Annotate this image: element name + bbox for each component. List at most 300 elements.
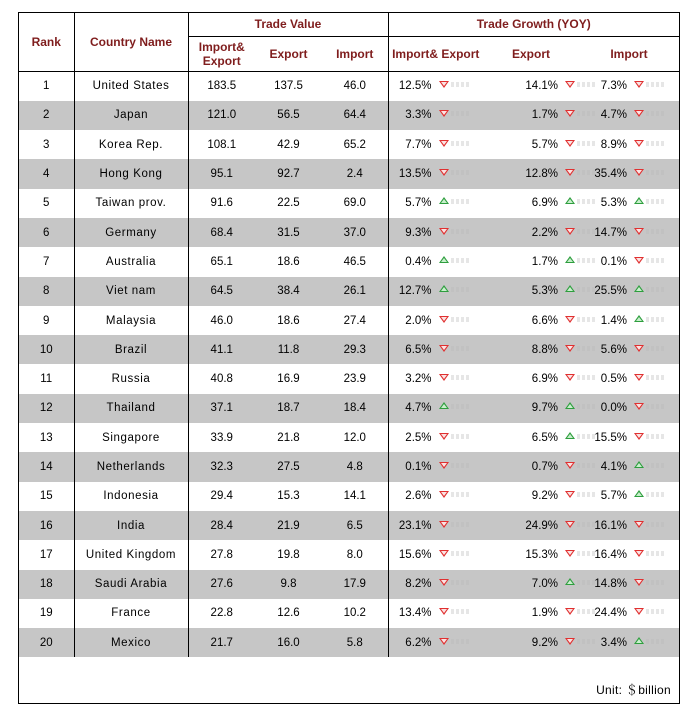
trend-indicator [565, 227, 601, 237]
trend-indicator [634, 490, 670, 500]
import-export-value-cell: 91.6 [188, 189, 255, 218]
growth-import-export-cell [388, 423, 483, 452]
indicator-dots-icon [451, 317, 469, 322]
triangle-down-icon [634, 374, 644, 381]
growth-value: 14.7% [594, 226, 628, 239]
indicator-dots-icon [577, 82, 595, 87]
growth-export-cell [483, 189, 579, 218]
indicator-dots-icon [451, 551, 469, 556]
growth-export-cell [483, 159, 579, 188]
table-row [19, 599, 679, 628]
indicator-dots-icon [577, 111, 595, 116]
trend-indicator [565, 315, 601, 325]
trend-indicator [439, 227, 475, 237]
indicator-dots-icon [451, 580, 469, 585]
export-value-cell: 18.7 [255, 394, 322, 423]
import-export-value-cell: 33.9 [188, 423, 255, 452]
growth-value: 12.8% [525, 168, 559, 181]
export-value-cell: 22.5 [255, 189, 322, 218]
indicator-dots-icon [646, 639, 664, 644]
trend-indicator [565, 402, 601, 412]
triangle-down-icon [634, 81, 644, 88]
import-export-value-cell: 46.0 [188, 306, 255, 335]
trend-indicator [634, 344, 670, 354]
growth-import-export-cell [388, 71, 483, 101]
rank-cell: 2 [19, 101, 74, 130]
growth-import-export-cell [388, 452, 483, 481]
trend-indicator [565, 637, 601, 647]
triangle-down-icon [439, 550, 449, 557]
growth-value: 15.3% [525, 548, 559, 561]
triangle-down-icon [634, 257, 644, 264]
trend-indicator [439, 168, 475, 178]
indicator-dots-icon [646, 522, 664, 527]
import-value-cell: 69.0 [322, 189, 388, 218]
import-value-cell: 46.0 [322, 71, 388, 101]
growth-value: 0.1% [600, 255, 628, 268]
growth-value: 0.1% [405, 461, 432, 473]
import-value-cell: 17.9 [322, 570, 388, 599]
trend-indicator [439, 344, 475, 354]
rank-cell: 8 [19, 277, 74, 306]
indicator-dots-icon [577, 551, 595, 556]
indicator-dots-icon [451, 229, 469, 234]
indicator-dots-icon [451, 463, 469, 468]
rank-cell: 4 [19, 159, 74, 188]
indicator-dots-icon [451, 199, 469, 204]
growth-value: 1.7% [531, 255, 559, 268]
table-row [19, 71, 679, 101]
indicator-dots-icon [577, 317, 595, 322]
growth-value: 0.7% [531, 461, 559, 473]
indicator-dots-icon [451, 170, 469, 175]
country-cell: Korea Rep. [74, 130, 188, 159]
growth-value: 7.0% [531, 578, 559, 591]
trend-indicator [565, 432, 601, 442]
triangle-up-icon [565, 197, 575, 204]
triangle-down-icon [439, 169, 449, 176]
indicator-dots-icon [577, 141, 595, 146]
trend-indicator [565, 197, 601, 207]
growth-value: 8.8% [531, 343, 559, 356]
triangle-down-icon [565, 81, 575, 88]
indicator-dots-icon [577, 580, 595, 585]
indicator-dots-icon [646, 258, 664, 263]
growth-value: 6.2% [405, 636, 432, 649]
table-row [19, 394, 679, 423]
import-value-cell: 2.4 [322, 159, 388, 188]
trend-indicator [439, 285, 475, 295]
country-cell: Australia [74, 247, 188, 276]
header-trade-growth: Trade Growth (YOY) [388, 13, 679, 36]
triangle-up-icon [634, 637, 644, 644]
growth-import-export-cell [388, 306, 483, 335]
export-value-cell: 42.9 [255, 130, 322, 159]
country-cell: Taiwan prov. [74, 189, 188, 218]
country-cell: Netherlands [74, 452, 188, 481]
import-export-value-cell: 29.4 [188, 482, 255, 511]
import-export-value-cell: 108.1 [188, 130, 255, 159]
triangle-down-icon [565, 140, 575, 147]
growth-value: 24.4% [594, 607, 628, 620]
trend-indicator [634, 432, 670, 442]
indicator-dots-icon [577, 199, 595, 204]
trend-indicator [634, 168, 670, 178]
trend-indicator [634, 373, 670, 383]
triangle-down-icon [439, 110, 449, 117]
growth-value: 9.2% [531, 490, 559, 503]
export-value-cell: 11.8 [255, 335, 322, 364]
indicator-dots-icon [451, 522, 469, 527]
growth-value: 6.5% [405, 343, 432, 356]
import-export-value-cell: 27.6 [188, 570, 255, 599]
rank-cell: 20 [19, 628, 74, 657]
growth-value: 12.5% [398, 80, 432, 93]
rank-cell: 6 [19, 218, 74, 247]
indicator-dots-icon [451, 639, 469, 644]
indicator-dots-icon [577, 287, 595, 292]
growth-export-cell [483, 101, 579, 130]
import-value-cell: 46.5 [322, 247, 388, 276]
export-value-cell: 56.5 [255, 101, 322, 130]
export-value-cell: 19.8 [255, 540, 322, 569]
triangle-down-icon [565, 491, 575, 498]
triangle-up-icon [634, 197, 644, 204]
country-cell: Mexico [74, 628, 188, 657]
trend-indicator [565, 344, 601, 354]
triangle-down-icon [439, 462, 449, 469]
growth-value: 7.3% [600, 80, 628, 93]
growth-value: 35.4% [594, 168, 628, 181]
growth-export-cell [483, 423, 579, 452]
export-value-cell: 137.5 [255, 71, 322, 101]
trend-indicator [439, 549, 475, 559]
indicator-dots-icon [646, 434, 664, 439]
table-row [19, 364, 679, 393]
indicator-dots-icon [646, 346, 664, 351]
triangle-down-icon [634, 579, 644, 586]
import-export-value-cell: 95.1 [188, 159, 255, 188]
growth-import-export-cell [388, 247, 483, 276]
growth-value: 5.3% [531, 285, 559, 298]
trend-indicator [565, 549, 601, 559]
trend-indicator [565, 520, 601, 530]
trend-indicator [634, 285, 670, 295]
import-value-cell: 5.8 [322, 628, 388, 657]
import-value-cell: 26.1 [322, 277, 388, 306]
triangle-down-icon [634, 403, 644, 410]
growth-value: 15.5% [594, 431, 628, 444]
indicator-dots-icon [451, 609, 469, 614]
triangle-down-icon [634, 521, 644, 528]
trade-table-frame [18, 12, 680, 704]
header-trade-value: Trade Value [188, 13, 388, 36]
growth-value: 4.7% [600, 109, 628, 122]
trend-indicator [439, 315, 475, 325]
export-value-cell: 16.9 [255, 364, 322, 393]
growth-export-cell [483, 540, 579, 569]
trend-indicator [439, 461, 475, 471]
trend-indicator [439, 607, 475, 617]
import-value-cell: 12.0 [322, 423, 388, 452]
growth-value: 12.7% [398, 285, 432, 298]
export-value-cell: 92.7 [255, 159, 322, 188]
trend-indicator [439, 139, 475, 149]
trend-indicator [634, 578, 670, 588]
country-cell: Hong Kong [74, 159, 188, 188]
trend-indicator [634, 109, 670, 119]
trend-indicator [634, 607, 670, 617]
growth-value: 6.6% [531, 314, 559, 327]
trend-indicator [565, 139, 601, 149]
rank-cell: 18 [19, 570, 74, 599]
triangle-down-icon [634, 110, 644, 117]
trend-indicator [634, 461, 670, 471]
indicator-dots-icon [646, 404, 664, 409]
growth-value: 2.0% [405, 314, 432, 327]
import-value-cell: 23.9 [322, 364, 388, 393]
growth-value: 1.4% [600, 314, 628, 327]
header-import-export: Import& Export [188, 36, 255, 71]
export-value-cell: 21.9 [255, 511, 322, 540]
growth-value: 25.5% [594, 285, 628, 298]
table-row [19, 452, 679, 481]
import-value-cell: 65.2 [322, 130, 388, 159]
growth-export-cell [483, 218, 579, 247]
import-export-value-cell: 68.4 [188, 218, 255, 247]
indicator-dots-icon [646, 82, 664, 87]
country-cell: Viet nam [74, 277, 188, 306]
export-value-cell: 21.8 [255, 423, 322, 452]
trend-indicator [634, 520, 670, 530]
country-cell: United Kingdom [74, 540, 188, 569]
trend-indicator [439, 402, 475, 412]
growth-import-export-cell [388, 364, 483, 393]
growth-import-export-cell [388, 540, 483, 569]
trend-indicator [634, 549, 670, 559]
import-export-value-cell: 32.3 [188, 452, 255, 481]
trend-indicator [565, 461, 601, 471]
indicator-dots-icon [451, 404, 469, 409]
growth-value: 6.9% [531, 373, 559, 386]
growth-value: 5.3% [600, 197, 628, 210]
country-cell: Saudi Arabia [74, 570, 188, 599]
triangle-down-icon [634, 228, 644, 235]
growth-value: 4.1% [600, 461, 628, 473]
growth-import-export-cell [388, 101, 483, 130]
import-export-value-cell: 183.5 [188, 71, 255, 101]
import-export-value-cell: 37.1 [188, 394, 255, 423]
rank-cell: 9 [19, 306, 74, 335]
growth-import-export-cell [388, 277, 483, 306]
growth-value: 1.9% [531, 607, 559, 620]
growth-export-cell [483, 570, 579, 599]
trend-indicator [634, 402, 670, 412]
export-value-cell: 27.5 [255, 452, 322, 481]
rank-cell: 1 [19, 71, 74, 101]
country-cell: Singapore [74, 423, 188, 452]
header-country: Country Name [74, 13, 188, 71]
import-export-value-cell: 40.8 [188, 364, 255, 393]
indicator-dots-icon [646, 287, 664, 292]
growth-value: 24.9% [525, 519, 559, 532]
growth-value: 13.5% [398, 168, 432, 181]
growth-value: 5.7% [600, 490, 628, 503]
growth-import-export-cell [388, 570, 483, 599]
rank-cell: 15 [19, 482, 74, 511]
trend-indicator [565, 490, 601, 500]
trend-indicator [439, 490, 475, 500]
triangle-down-icon [565, 169, 575, 176]
growth-value: 0.4% [405, 255, 432, 268]
indicator-dots-icon [646, 375, 664, 380]
triangle-up-icon [634, 285, 644, 292]
triangle-down-icon [565, 316, 575, 323]
table-row [19, 540, 679, 569]
triangle-down-icon [439, 140, 449, 147]
export-value-cell: 15.3 [255, 482, 322, 511]
indicator-dots-icon [646, 463, 664, 468]
country-cell: Malaysia [74, 306, 188, 335]
triangle-up-icon [439, 256, 449, 263]
rank-cell: 16 [19, 511, 74, 540]
trend-indicator [565, 80, 601, 90]
rank-cell: 17 [19, 540, 74, 569]
country-cell: Germany [74, 218, 188, 247]
indicator-dots-icon [577, 404, 595, 409]
triangle-down-icon [439, 345, 449, 352]
trend-indicator [634, 637, 670, 647]
import-value-cell: 18.4 [322, 394, 388, 423]
import-export-value-cell: 65.1 [188, 247, 255, 276]
header-growth-export: Export [483, 36, 579, 71]
indicator-dots-icon [646, 551, 664, 556]
triangle-down-icon [439, 81, 449, 88]
growth-value: 5.6% [600, 343, 628, 356]
import-export-value-cell: 22.8 [188, 599, 255, 628]
country-cell: Indonesia [74, 482, 188, 511]
triangle-down-icon [565, 374, 575, 381]
triangle-down-icon [439, 374, 449, 381]
triangle-down-icon [565, 521, 575, 528]
indicator-dots-icon [451, 82, 469, 87]
indicator-dots-icon [646, 229, 664, 234]
trend-indicator [439, 432, 475, 442]
import-export-value-cell: 21.7 [188, 628, 255, 657]
country-cell: Japan [74, 101, 188, 130]
growth-value: 14.1% [525, 80, 559, 93]
export-value-cell: 18.6 [255, 306, 322, 335]
country-cell: Brazil [74, 335, 188, 364]
indicator-dots-icon [451, 258, 469, 263]
trend-indicator [565, 168, 601, 178]
trend-indicator [439, 197, 475, 207]
growth-value: 8.2% [405, 578, 432, 591]
growth-value: 14.8% [594, 578, 628, 591]
triangle-down-icon [634, 433, 644, 440]
trend-indicator [565, 578, 601, 588]
export-value-cell: 12.6 [255, 599, 322, 628]
growth-import-export-cell [388, 628, 483, 657]
trend-indicator [565, 607, 601, 617]
growth-export-cell [483, 394, 579, 423]
indicator-dots-icon [577, 346, 595, 351]
rank-cell: 7 [19, 247, 74, 276]
growth-export-cell [483, 277, 579, 306]
trend-indicator [565, 373, 601, 383]
triangle-down-icon [439, 638, 449, 645]
import-value-cell: 37.0 [322, 218, 388, 247]
growth-value: 3.2% [405, 373, 432, 386]
triangle-down-icon [634, 345, 644, 352]
triangle-down-icon [439, 521, 449, 528]
import-export-value-cell: 41.1 [188, 335, 255, 364]
rank-cell: 12 [19, 394, 74, 423]
growth-export-cell [483, 71, 579, 101]
trend-indicator [565, 109, 601, 119]
import-export-value-cell: 28.4 [188, 511, 255, 540]
growth-value: 2.5% [405, 431, 432, 444]
indicator-dots-icon [577, 229, 595, 234]
indicator-dots-icon [577, 609, 595, 614]
triangle-down-icon [634, 608, 644, 615]
indicator-dots-icon [646, 492, 664, 497]
indicator-dots-icon [577, 463, 595, 468]
indicator-dots-icon [577, 522, 595, 527]
growth-value: 13.4% [398, 607, 432, 620]
rank-cell: 3 [19, 130, 74, 159]
indicator-dots-icon [577, 375, 595, 380]
export-value-cell: 38.4 [255, 277, 322, 306]
triangle-up-icon [565, 256, 575, 263]
indicator-dots-icon [577, 434, 595, 439]
growth-export-cell [483, 511, 579, 540]
table-row [19, 423, 679, 452]
growth-value: 2.2% [531, 226, 559, 239]
growth-export-cell [483, 247, 579, 276]
growth-value: 4.7% [405, 402, 432, 415]
indicator-dots-icon [646, 170, 664, 175]
triangle-down-icon [439, 433, 449, 440]
table-row [19, 101, 679, 130]
growth-value: 16.4% [594, 548, 628, 561]
triangle-down-icon [439, 491, 449, 498]
growth-export-cell [483, 335, 579, 364]
country-cell: Russia [74, 364, 188, 393]
table-row [19, 247, 679, 276]
indicator-dots-icon [646, 111, 664, 116]
export-value-cell: 18.6 [255, 247, 322, 276]
indicator-dots-icon [451, 111, 469, 116]
triangle-down-icon [565, 638, 575, 645]
triangle-down-icon [439, 608, 449, 615]
import-export-value-cell: 121.0 [188, 101, 255, 130]
triangle-up-icon [634, 490, 644, 497]
import-value-cell: 64.4 [322, 101, 388, 130]
import-value-cell: 27.4 [322, 306, 388, 335]
import-export-value-cell: 27.8 [188, 540, 255, 569]
indicator-dots-icon [577, 170, 595, 175]
trend-indicator [634, 256, 670, 266]
growth-value: 15.6% [398, 548, 432, 561]
indicator-dots-icon [577, 492, 595, 497]
triangle-up-icon [634, 315, 644, 322]
growth-export-cell [483, 599, 579, 628]
indicator-dots-icon [646, 317, 664, 322]
indicator-dots-icon [577, 639, 595, 644]
triangle-down-icon [565, 110, 575, 117]
import-value-cell: 8.0 [322, 540, 388, 569]
